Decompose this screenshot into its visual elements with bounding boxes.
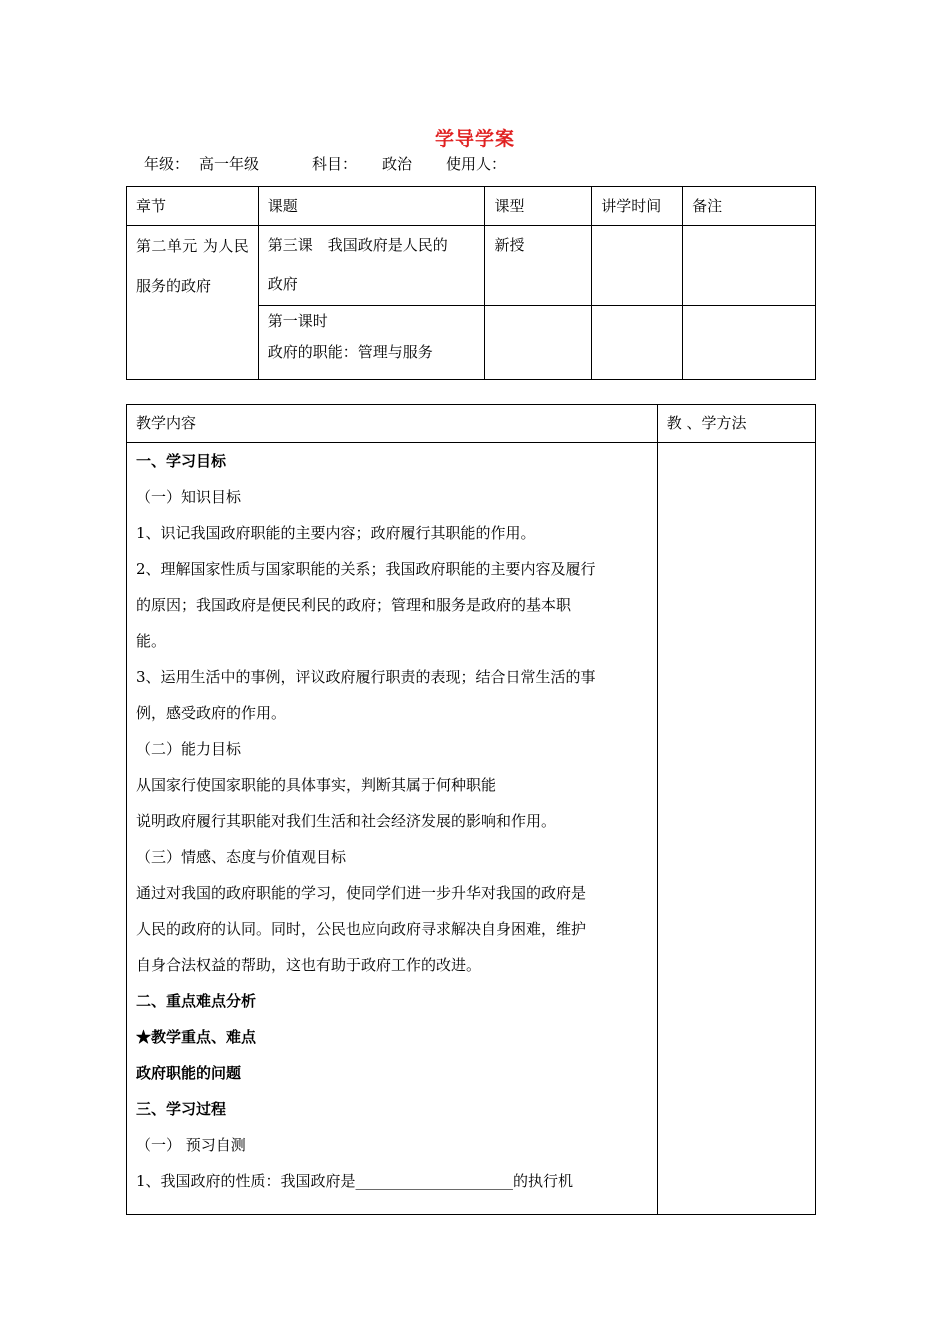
content-line: （一）知识目标 [136, 488, 242, 506]
content-line: 通过对我国的政府职能的学习，使同学们进一步升华对我国的政府是 [136, 884, 587, 902]
content-line: 三、学习过程 [136, 1100, 227, 1118]
header-type: 课型 [485, 187, 592, 226]
content-line: 政府职能的问题 [136, 1064, 242, 1082]
notes-cell-1 [683, 226, 816, 306]
content-line: （一） 预习自测 [136, 1136, 246, 1154]
content-line: （三）情感、态度与价值观目标 [136, 848, 347, 866]
content-line: 自身合法权益的帮助，这也有助于政府工作的改进。 [136, 956, 482, 974]
grade-label: 年级： [144, 155, 190, 173]
header-content: 教学内容 [127, 405, 658, 443]
header-method: 教 、学方法 [657, 405, 815, 443]
content-line: ★教学重点、难点 [136, 1028, 257, 1046]
content-line: 二、重点难点分析 [136, 992, 257, 1010]
content-line: 能。 [136, 632, 167, 650]
user-label: 使用人： [446, 155, 507, 173]
chapter-cell [127, 226, 259, 380]
lesson-a-line2: 政府 [267, 275, 298, 293]
info-row-1 [127, 226, 816, 306]
chapter-text: 第二单元 为人民服务的政府 [136, 237, 249, 295]
time-cell-2 [592, 306, 683, 380]
content-line: 人民的政府的认同。同时，公民也应向政府寻求解决自身困难，维护 [136, 920, 587, 938]
lesson-b-line2: 政府的职能：管理与服务 [267, 343, 433, 361]
grade-value: 高一年级 [199, 155, 260, 173]
content-line: 1、我国政府的性质：我国政府是_____________________的执行机 [136, 1172, 574, 1190]
header-lesson: 课题 [258, 187, 485, 226]
content-line: 一、学习目标 [136, 452, 227, 470]
lesson-type-cell: 新授 [485, 226, 592, 306]
content-body-row [127, 443, 816, 1215]
content-line: 1、识记我国政府职能的主要内容；政府履行其职能的作用。 [136, 524, 536, 542]
lesson-b-line1: 第一课时 [267, 312, 328, 330]
lesson-a-cell [258, 226, 485, 306]
lesson-a-line1: 第三课 我国政府是人民的 [267, 236, 448, 254]
lesson-b-cell [258, 306, 485, 380]
content-line: 2、理解国家性质与国家职能的关系；我国政府职能的主要内容及履行 [136, 560, 596, 578]
header-chapter: 章节 [127, 187, 259, 226]
notes-cell-2 [683, 306, 816, 380]
header-time: 讲学时间 [592, 187, 683, 226]
content-line: 从国家行使国家职能的具体事实，判断其属于何种职能 [136, 776, 497, 794]
header-notes: 备注 [683, 187, 816, 226]
content-line: 例，感受政府的作用。 [136, 704, 287, 722]
subject-label: 科目： [312, 155, 358, 173]
type-cell-2 [485, 306, 592, 380]
lesson-info-table [126, 186, 816, 380]
method-cell [657, 443, 815, 1215]
content-line: 的原因；我国政府是便民利民的政府；管理和服务是政府的基本职 [136, 596, 572, 614]
content-header-row [127, 405, 816, 443]
document-title: 学导学案 [434, 128, 515, 150]
content-cell [127, 443, 658, 1215]
content-line: （二）能力目标 [136, 740, 242, 758]
content-line: 3、运用生活中的事例，评议政府履行职责的表现；结合日常生活的事 [136, 668, 596, 686]
subject-value: 政治 [382, 155, 413, 173]
content-table [126, 404, 816, 1215]
time-cell-1 [592, 226, 683, 306]
content-line: 说明政府履行其职能对我们生活和社会经济发展的影响和作用。 [136, 812, 557, 830]
info-header-row [127, 187, 816, 226]
